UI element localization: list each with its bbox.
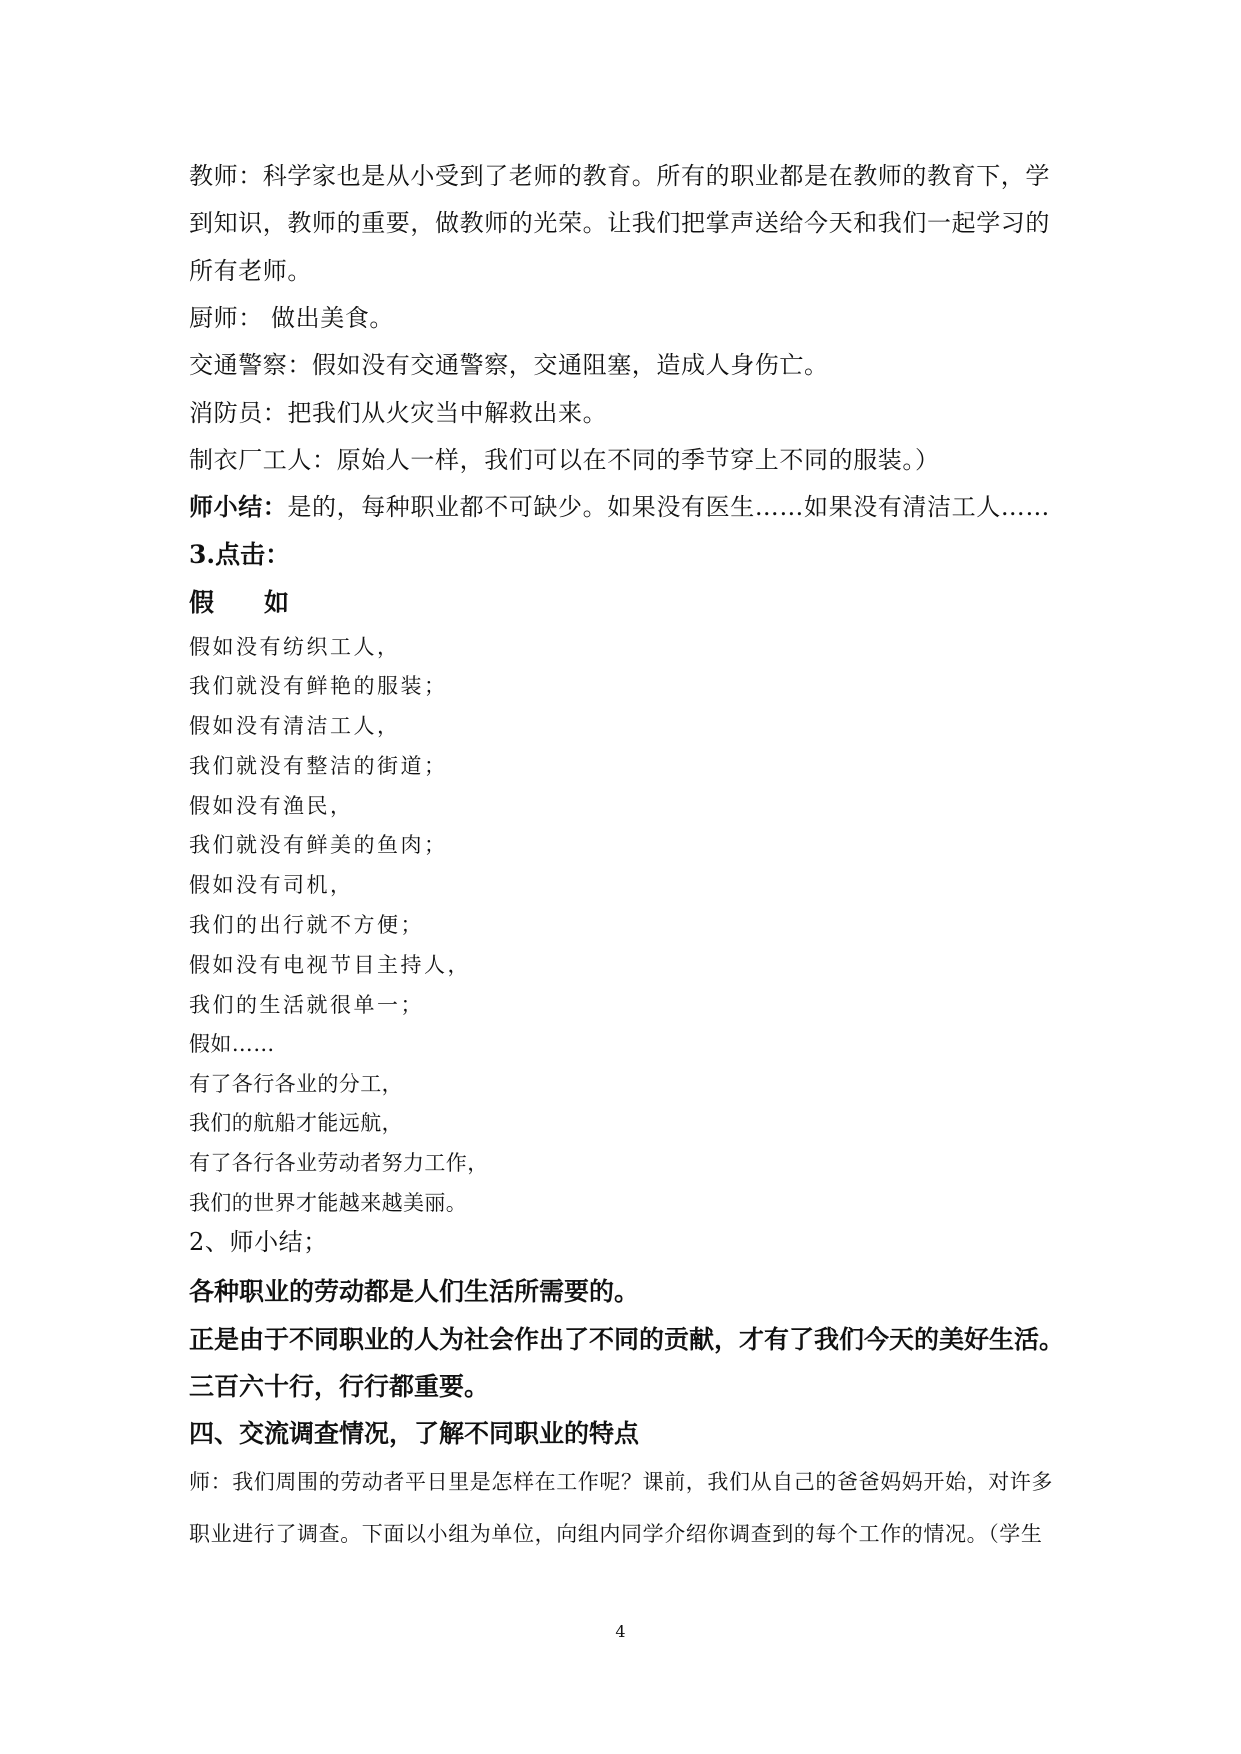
poem-title: 假 如 xyxy=(189,588,290,617)
poem-line: 假如没有电视节目主持人， xyxy=(189,953,471,977)
summary-text: 是的，每种职业都不可缺少。如果没有医生……如果没有清洁工人…… xyxy=(287,493,1051,521)
conclusion-line: 正是由于不同职业的人为社会作出了不同的贡献，才有了我们今天的美好生活。 xyxy=(189,1325,1065,1354)
section-heading: 四、交流调查情况，了解不同职业的特点 xyxy=(189,1419,640,1448)
poem-line: 我们的出行就不方便； xyxy=(189,913,424,937)
page-number: 4 xyxy=(615,1622,626,1641)
poem-line: 假如…… xyxy=(189,1032,275,1056)
summary-line xyxy=(189,492,1051,521)
summary-label: 师小结： xyxy=(189,492,288,521)
poem-line: 我们就没有鲜美的鱼肉； xyxy=(189,833,448,857)
paragraph-line: 厨师： 做出美食。 xyxy=(189,304,395,332)
poem-line: 我们的世界才能越来越美丽。 xyxy=(189,1191,468,1215)
paragraph-line: 师：我们周围的劳动者平日里是怎样在工作呢？课前，我们从自己的爸爸妈妈开始，对许多 xyxy=(189,1470,1053,1494)
poem-line: 有了各行各业的分工， xyxy=(189,1072,403,1096)
poem-line: 假如没有渔民， xyxy=(189,794,354,818)
paragraph-line: 制衣厂工人：原始人一样，我们可以在不同的季节穿上不同的服装。） xyxy=(189,446,940,474)
poem-line: 假如没有纺织工人， xyxy=(189,635,401,659)
conclusion-line: 各种职业的劳动都是人们生活所需要的。 xyxy=(189,1277,640,1306)
subsection-label: 2、师小结； xyxy=(189,1228,328,1256)
poem-line: 假如没有清洁工人， xyxy=(189,714,401,738)
conclusion-line: 三百六十行，行行都重要。 xyxy=(189,1372,490,1401)
paragraph-line: 交通警察：假如没有交通警察，交通阻塞，造成人身伤亡。 xyxy=(189,351,829,379)
poem-line: 我们就没有鲜艳的服装； xyxy=(189,674,448,698)
paragraph-line: 职业进行了调查。下面以小组为单位，向组内同学介绍你调查到的每个工作的情况。（学生 xyxy=(189,1522,1043,1546)
poem-line: 假如没有司机， xyxy=(189,873,354,897)
paragraph-line: 到知识，教师的重要，做教师的光荣。让我们把掌声送给今天和我们一起学习的 xyxy=(189,209,1050,237)
paragraph-line: 消防员：把我们从火灾当中解救出来。 xyxy=(189,399,608,427)
poem-line: 我们就没有整洁的街道； xyxy=(189,754,448,778)
paragraph-line: 教师：科学家也是从小受到了老师的教育。所有的职业都是在教师的教育下，学 xyxy=(189,162,1050,190)
paragraph-line: 所有老师。 xyxy=(189,257,312,285)
poem-line: 我们的航船才能远航， xyxy=(189,1111,403,1135)
poem-line: 有了各行各业劳动者努力工作， xyxy=(189,1151,489,1175)
poem-line: 我们的生活就很单一； xyxy=(189,993,424,1017)
section-heading: 3.点击： xyxy=(189,540,291,569)
